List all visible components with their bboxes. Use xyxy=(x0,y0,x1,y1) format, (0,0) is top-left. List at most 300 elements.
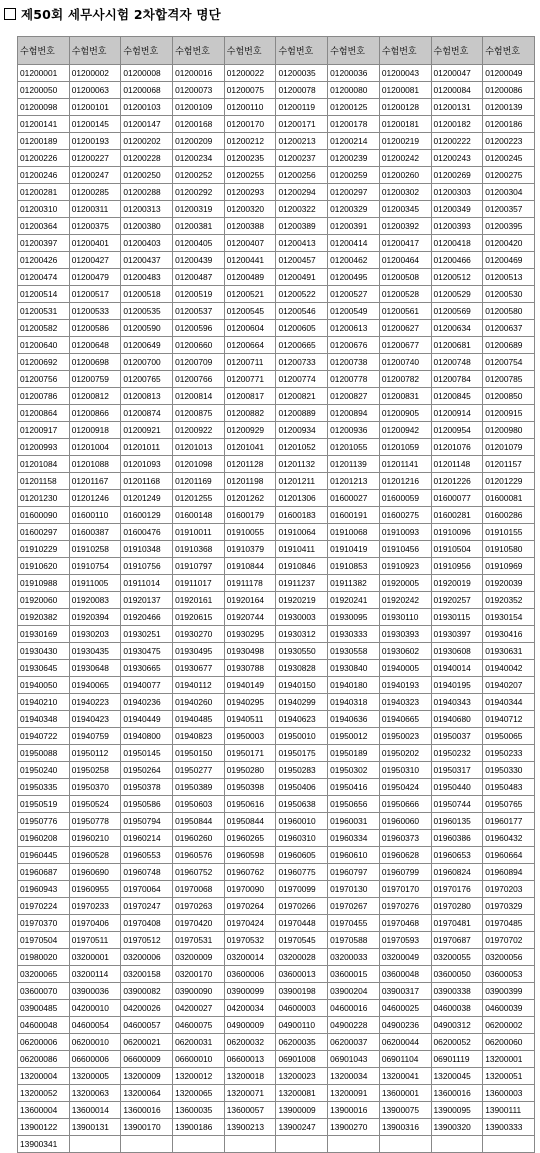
exam-number-cell: 01201229 xyxy=(483,473,535,490)
exam-number-cell: 01930203 xyxy=(69,626,121,643)
exam-number-cell: 01970593 xyxy=(379,932,431,949)
exam-number-cell: 01930608 xyxy=(431,643,483,660)
exam-number-cell: 13900095 xyxy=(431,1102,483,1119)
exam-number-cell: 01200464 xyxy=(379,252,431,269)
exam-number-cell: 01200759 xyxy=(69,371,121,388)
exam-number-cell: 01950310 xyxy=(379,762,431,779)
exam-number-cell: 01200181 xyxy=(379,116,431,133)
exam-number-cell: 01200778 xyxy=(328,371,380,388)
exam-number-cell: 13200005 xyxy=(69,1068,121,1085)
exam-number-cell: 01200420 xyxy=(483,235,535,252)
exam-number-cell: 01200437 xyxy=(121,252,173,269)
exam-number-cell: 01920039 xyxy=(483,575,535,592)
exam-number-cell: 01200246 xyxy=(18,167,70,184)
exam-number-cell: 01920083 xyxy=(69,592,121,609)
exam-number-cell: 01200517 xyxy=(69,286,121,303)
exam-number-cell: 01200766 xyxy=(173,371,225,388)
exam-number-cell: 01950232 xyxy=(431,745,483,762)
exam-number-cell: 01910956 xyxy=(431,558,483,575)
exam-number-cell: 01970090 xyxy=(224,881,276,898)
exam-number-cell: 01940236 xyxy=(121,694,173,711)
exam-number-cell: 01910756 xyxy=(121,558,173,575)
exam-number-cell: 01200252 xyxy=(173,167,225,184)
exam-number-cell: 01970276 xyxy=(379,898,431,915)
exam-number-cell: 01970099 xyxy=(276,881,328,898)
page-title-text: 제50회 세무사시험 2차합격자 명단 xyxy=(21,7,221,22)
exam-number-cell: 01940195 xyxy=(431,677,483,694)
exam-number-cell: 01200569 xyxy=(431,303,483,320)
table-row xyxy=(18,65,535,82)
exam-number-cell: 01940050 xyxy=(18,677,70,694)
exam-number-cell: 01200754 xyxy=(483,354,535,371)
exam-number-cell: 01200119 xyxy=(276,99,328,116)
page-title xyxy=(4,4,221,26)
exam-number-cell: 03600015 xyxy=(328,966,380,983)
exam-number-cell: 01200522 xyxy=(276,286,328,303)
table-row xyxy=(18,133,535,150)
exam-number-cell: 01200590 xyxy=(121,320,173,337)
exam-number-cell: 01910368 xyxy=(173,541,225,558)
exam-number-cell: 01910846 xyxy=(276,558,328,575)
exam-number-cell: 01200483 xyxy=(121,269,173,286)
exam-number-cell: 13200023 xyxy=(276,1068,328,1085)
exam-number-cell: 01200405 xyxy=(173,235,225,252)
table-row xyxy=(18,915,535,932)
exam-number-cell: 01200417 xyxy=(379,235,431,252)
exam-number-cell: 01940712 xyxy=(483,711,535,728)
exam-number-cell: 01960373 xyxy=(379,830,431,847)
exam-number-cell: 01200237 xyxy=(276,150,328,167)
table-row xyxy=(18,303,535,320)
exam-number-cell: 01910068 xyxy=(328,524,380,541)
table-header xyxy=(18,37,535,65)
exam-number-cell: 01911178 xyxy=(224,575,276,592)
exam-number-cell: 01200864 xyxy=(18,405,70,422)
exam-number-cell: 01950330 xyxy=(483,762,535,779)
exam-number-cell: 06200086 xyxy=(18,1051,70,1068)
exam-number-cell: 03900198 xyxy=(276,983,328,1000)
exam-number-cell: 01600286 xyxy=(483,507,535,524)
exam-number-cell: 01201246 xyxy=(69,490,121,507)
exam-number-cell: 01200349 xyxy=(431,201,483,218)
exam-number-cell: 01930840 xyxy=(328,660,380,677)
exam-number-cell: 01200269 xyxy=(431,167,483,184)
exam-number-cell: 01200479 xyxy=(69,269,121,286)
column-header: 수험번호 xyxy=(328,37,380,65)
exam-number-cell: 01200914 xyxy=(431,405,483,422)
table-row xyxy=(18,524,535,541)
exam-number-cell: 01600081 xyxy=(483,490,535,507)
exam-number-cell: 01200320 xyxy=(224,201,276,218)
column-header: 수험번호 xyxy=(69,37,121,65)
exam-number-cell: 01200546 xyxy=(276,303,328,320)
exam-number-cell: 01200170 xyxy=(224,116,276,133)
exam-number-cell: 01940005 xyxy=(379,660,431,677)
exam-number-cell: 01960265 xyxy=(224,830,276,847)
exam-number-cell: 03200049 xyxy=(379,949,431,966)
exam-number-cell: 04600075 xyxy=(173,1017,225,1034)
exam-number-cell: 01600027 xyxy=(328,490,380,507)
exam-number-cell: 01910096 xyxy=(431,524,483,541)
exam-number-cell: 01950175 xyxy=(276,745,328,762)
exam-number-cell: 01920219 xyxy=(276,592,328,609)
exam-number-cell: 01200413 xyxy=(276,235,328,252)
exam-number-cell: 01600090 xyxy=(18,507,70,524)
exam-number-cell: 01950088 xyxy=(18,745,70,762)
exam-number-cell: 01200537 xyxy=(173,303,225,320)
exam-number-cell: 01950171 xyxy=(224,745,276,762)
table-row xyxy=(18,99,535,116)
exam-number-cell: 01940759 xyxy=(69,728,121,745)
exam-number-cell: 01970420 xyxy=(173,915,225,932)
exam-number-cell: 01200874 xyxy=(121,405,173,422)
table-row xyxy=(18,881,535,898)
exam-number-cell: 01200785 xyxy=(483,371,535,388)
exam-number-cell: 03900338 xyxy=(431,983,483,1000)
exam-number-cell: 01200533 xyxy=(69,303,121,320)
exam-number-cell: 03200009 xyxy=(173,949,225,966)
exam-number-cell: 01920164 xyxy=(224,592,276,609)
exam-number-cell: 01940065 xyxy=(69,677,121,694)
exam-number-cell: 01200439 xyxy=(173,252,225,269)
exam-number-cell: 06901043 xyxy=(328,1051,380,1068)
exam-number-cell: 01200139 xyxy=(483,99,535,116)
exam-number-cell: 03900485 xyxy=(18,1000,70,1017)
exam-number-cell: 01200692 xyxy=(18,354,70,371)
exam-number-cell: 01200311 xyxy=(69,201,121,218)
exam-number-cell: 01940423 xyxy=(69,711,121,728)
exam-number-cell: 03900082 xyxy=(121,983,173,1000)
exam-number-cell: 01200648 xyxy=(69,337,121,354)
table-row xyxy=(18,354,535,371)
exam-number-cell: 01201093 xyxy=(121,456,173,473)
exam-number-cell: 01950616 xyxy=(224,796,276,813)
exam-number-cell: 01200145 xyxy=(69,116,121,133)
exam-number-cell: 06200037 xyxy=(328,1034,380,1051)
exam-number-cell: 13200091 xyxy=(328,1085,380,1102)
exam-number-cell: 01200243 xyxy=(431,150,483,167)
exam-number-cell: 01930295 xyxy=(224,626,276,643)
exam-number-cell: 01200414 xyxy=(328,235,380,252)
exam-number-cell: 01200814 xyxy=(173,388,225,405)
exam-number-cell: 04600025 xyxy=(379,1000,431,1017)
exam-number-cell: 01950317 xyxy=(431,762,483,779)
exam-number-cell: 01200131 xyxy=(431,99,483,116)
exam-number-cell: 01970468 xyxy=(379,915,431,932)
exam-number-cell: 01201157 xyxy=(483,456,535,473)
exam-number-cell: 01200418 xyxy=(431,235,483,252)
exam-number-cell: 01930788 xyxy=(224,660,276,677)
exam-number-cell: 01200380 xyxy=(121,218,173,235)
exam-number-cell: 04600016 xyxy=(328,1000,380,1017)
exam-number-cell: 01200228 xyxy=(121,150,173,167)
exam-number-cell: 01200545 xyxy=(224,303,276,320)
exam-number-cell: 01930495 xyxy=(173,643,225,660)
exam-number-cell: 13200052 xyxy=(18,1085,70,1102)
exam-number-cell: 01600110 xyxy=(69,507,121,524)
table-row xyxy=(18,388,535,405)
exam-number-cell: 01201132 xyxy=(276,456,328,473)
exam-number-cell: 01960799 xyxy=(379,864,431,881)
exam-number-cell: 01930645 xyxy=(18,660,70,677)
exam-number-cell: 01200186 xyxy=(483,116,535,133)
exam-number-cell: 01200738 xyxy=(328,354,380,371)
exam-number-cell: 01200529 xyxy=(431,286,483,303)
table-row xyxy=(18,983,535,1000)
exam-number-cell: 01201262 xyxy=(224,490,276,507)
exam-number-cell: 01970408 xyxy=(121,915,173,932)
exam-number-cell: 01930550 xyxy=(276,643,328,660)
exam-number-cell: 01200733 xyxy=(276,354,328,371)
exam-number-cell: 01940323 xyxy=(379,694,431,711)
exam-number-cell: 01600191 xyxy=(328,507,380,524)
exam-number-cell: 01200889 xyxy=(276,405,328,422)
exam-number-cell: 01600077 xyxy=(431,490,483,507)
exam-number-cell: 01200141 xyxy=(18,116,70,133)
exam-number-cell: 04900110 xyxy=(276,1017,328,1034)
exam-number-cell: 01200530 xyxy=(483,286,535,303)
exam-number-cell: 13200064 xyxy=(121,1085,173,1102)
table-row xyxy=(18,932,535,949)
exam-number-cell: 01200242 xyxy=(379,150,431,167)
exam-number-cell: 13600004 xyxy=(18,1102,70,1119)
exam-number-cell: 01200698 xyxy=(69,354,121,371)
exam-number-cell: 01960210 xyxy=(69,830,121,847)
table-row xyxy=(18,966,535,983)
exam-number-cell: 01200202 xyxy=(121,133,173,150)
exam-number-cell: 01201249 xyxy=(121,490,173,507)
exam-number-cell: 06600010 xyxy=(173,1051,225,1068)
exam-number-cell: 01960386 xyxy=(431,830,483,847)
exam-number-cell: 01930393 xyxy=(379,626,431,643)
exam-number-cell: 01910969 xyxy=(483,558,535,575)
exam-number-cell: 01200495 xyxy=(328,269,380,286)
exam-number-cell: 01940295 xyxy=(224,694,276,711)
exam-number-cell: 01200036 xyxy=(328,65,380,82)
table-row xyxy=(18,371,535,388)
exam-number-cell: 01200711 xyxy=(224,354,276,371)
exam-number-cell: 01200905 xyxy=(379,405,431,422)
exam-number-cell: 03200001 xyxy=(69,949,121,966)
exam-number-cell: 01200401 xyxy=(69,235,121,252)
exam-number-cell: 01200613 xyxy=(328,320,380,337)
table-row xyxy=(18,694,535,711)
exam-number-cell: 13900009 xyxy=(276,1102,328,1119)
exam-number-cell: 01200513 xyxy=(483,269,535,286)
exam-number-cell: 13600014 xyxy=(69,1102,121,1119)
exam-number-cell: 01930333 xyxy=(328,626,380,643)
table-row xyxy=(18,592,535,609)
exam-number-cell: 01970481 xyxy=(431,915,483,932)
exam-number-cell: 03600050 xyxy=(431,966,483,983)
exam-number-cell: 01201128 xyxy=(224,456,276,473)
exam-number-cell: 13200018 xyxy=(224,1068,276,1085)
exam-number-cell: 01960752 xyxy=(173,864,225,881)
exam-number-cell: 04600054 xyxy=(69,1017,121,1034)
exam-number-cell: 01940485 xyxy=(173,711,225,728)
exam-number-cell: 01970280 xyxy=(431,898,483,915)
exam-number-cell: 03600006 xyxy=(224,966,276,983)
exam-number-cell: 01930251 xyxy=(121,626,173,643)
exam-number-cell: 01950666 xyxy=(379,796,431,813)
exam-number-cell: 01200786 xyxy=(18,388,70,405)
exam-number-cell: 06600013 xyxy=(224,1051,276,1068)
exam-number-cell: 01930095 xyxy=(328,609,380,626)
column-header: 수험번호 xyxy=(379,37,431,65)
exam-number-cell xyxy=(276,1136,328,1153)
exam-number-cell: 01970264 xyxy=(224,898,276,915)
exam-number-cell: 01200894 xyxy=(328,405,380,422)
exam-number-cell: 01910797 xyxy=(173,558,225,575)
exam-number-cell: 01201226 xyxy=(431,473,483,490)
exam-number-cell: 01950524 xyxy=(69,796,121,813)
exam-number-cell: 13900075 xyxy=(379,1102,431,1119)
exam-number-cell: 01200389 xyxy=(276,218,328,235)
exam-number-cell: 01200474 xyxy=(18,269,70,286)
exam-number-cell: 01200664 xyxy=(224,337,276,354)
table-row xyxy=(18,864,535,881)
exam-number-cell: 01911382 xyxy=(328,575,380,592)
exam-number-cell: 01960762 xyxy=(224,864,276,881)
column-header: 수험번호 xyxy=(483,37,535,65)
exam-number-cell: 01950389 xyxy=(173,779,225,796)
exam-number-cell: 01970170 xyxy=(379,881,431,898)
table-row xyxy=(18,1017,535,1034)
table-row xyxy=(18,405,535,422)
column-header: 수험번호 xyxy=(431,37,483,65)
exam-number-cell: 13600035 xyxy=(173,1102,225,1119)
exam-number-cell: 01200086 xyxy=(483,82,535,99)
exam-number-cell: 01200063 xyxy=(69,82,121,99)
exam-number-cell: 13600003 xyxy=(483,1085,535,1102)
exam-number-cell: 01970702 xyxy=(483,932,535,949)
exam-number-cell: 13200065 xyxy=(173,1085,225,1102)
table-row xyxy=(18,286,535,303)
exam-number-cell: 01940636 xyxy=(328,711,380,728)
exam-number-cell: 01200489 xyxy=(224,269,276,286)
exam-number-cell: 01940318 xyxy=(328,694,380,711)
exam-number-cell: 01200527 xyxy=(328,286,380,303)
exam-number-cell: 01200922 xyxy=(173,422,225,439)
exam-number-cell: 01950483 xyxy=(483,779,535,796)
exam-number-cell: 01200407 xyxy=(224,235,276,252)
exam-number-cell: 13200051 xyxy=(483,1068,535,1085)
exam-number-cell: 01960031 xyxy=(328,813,380,830)
table-row xyxy=(18,847,535,864)
exam-number-cell: 01200469 xyxy=(483,252,535,269)
exam-number-cell: 13600057 xyxy=(224,1102,276,1119)
exam-number-cell: 03900099 xyxy=(224,983,276,1000)
table-row xyxy=(18,337,535,354)
exam-number-cell: 01200288 xyxy=(121,184,173,201)
exam-number-cell: 01200508 xyxy=(379,269,431,286)
exam-number-cell: 01911014 xyxy=(121,575,173,592)
exam-number-cell: 01960653 xyxy=(431,847,483,864)
exam-number-cell: 01970406 xyxy=(69,915,121,932)
exam-number-cell: 01200245 xyxy=(483,150,535,167)
exam-number-cell: 01201076 xyxy=(431,439,483,456)
exam-number-cell: 01200319 xyxy=(173,201,225,218)
exam-number-cell: 01201088 xyxy=(69,456,121,473)
exam-number-cell: 01930270 xyxy=(173,626,225,643)
exam-number-cell: 01970424 xyxy=(224,915,276,932)
exam-number-cell: 01200466 xyxy=(431,252,483,269)
exam-number-cell: 01200234 xyxy=(173,150,225,167)
exam-number-cell: 01950202 xyxy=(379,745,431,762)
exam-number-cell: 01920060 xyxy=(18,592,70,609)
exam-number-cell: 01200709 xyxy=(173,354,225,371)
exam-number-cell: 01200487 xyxy=(173,269,225,286)
exam-number-cell: 01970512 xyxy=(121,932,173,949)
exam-number-cell: 01970329 xyxy=(483,898,535,915)
exam-number-cell: 01940511 xyxy=(224,711,276,728)
table-row xyxy=(18,201,535,218)
exam-number-cell: 13200001 xyxy=(483,1051,535,1068)
exam-number-cell: 04200034 xyxy=(224,1000,276,1017)
table-row xyxy=(18,558,535,575)
exam-number-cell: 06901008 xyxy=(276,1051,328,1068)
exam-number-cell: 01950335 xyxy=(18,779,70,796)
exam-number-cell: 01200303 xyxy=(431,184,483,201)
exam-number-cell: 01970687 xyxy=(431,932,483,949)
table-row xyxy=(18,728,535,745)
exam-number-cell: 01200239 xyxy=(328,150,380,167)
exam-number-cell: 01200813 xyxy=(121,388,173,405)
exam-number-cell xyxy=(173,1136,225,1153)
exam-number-cell: 03600013 xyxy=(276,966,328,983)
exam-number-cell xyxy=(224,1136,276,1153)
exam-number-cell xyxy=(483,1136,535,1153)
exam-number-cell: 01200993 xyxy=(18,439,70,456)
exam-number-cell: 01200634 xyxy=(431,320,483,337)
exam-number-cell: 01201255 xyxy=(173,490,225,507)
exam-number-cell: 03600070 xyxy=(18,983,70,1000)
exam-number-cell: 01930665 xyxy=(121,660,173,677)
exam-number-cell: 04900009 xyxy=(224,1017,276,1034)
exam-number-cell: 01200049 xyxy=(483,65,535,82)
exam-number-cell: 01200700 xyxy=(121,354,173,371)
exam-number-cell: 01200604 xyxy=(224,320,276,337)
exam-number-cell: 01910419 xyxy=(328,541,380,558)
exam-number-cell: 01910853 xyxy=(328,558,380,575)
exam-number-cell: 01200676 xyxy=(328,337,380,354)
exam-number-cell: 01940149 xyxy=(224,677,276,694)
table-row xyxy=(18,235,535,252)
exam-number-cell: 01970176 xyxy=(431,881,483,898)
exam-number-cell: 01201084 xyxy=(18,456,70,473)
exam-number-cell: 01200866 xyxy=(69,405,121,422)
exam-number-cell: 01920394 xyxy=(69,609,121,626)
exam-number-cell: 06200006 xyxy=(18,1034,70,1051)
exam-number-cell: 01200075 xyxy=(224,82,276,99)
exam-number-cell: 01960445 xyxy=(18,847,70,864)
exam-number-cell: 01950794 xyxy=(121,813,173,830)
column-header: 수험번호 xyxy=(224,37,276,65)
exam-number-cell: 01930648 xyxy=(69,660,121,677)
exam-number-cell: 01930828 xyxy=(276,660,328,677)
exam-number-cell: 01200002 xyxy=(69,65,121,82)
exam-number-cell: 01960690 xyxy=(69,864,121,881)
exam-number-cell: 13900270 xyxy=(328,1119,380,1136)
exam-number-cell: 01910055 xyxy=(224,524,276,541)
column-header: 수험번호 xyxy=(173,37,225,65)
exam-number-cell: 01201059 xyxy=(379,439,431,456)
exam-number-cell: 06200002 xyxy=(483,1017,535,1034)
exam-number-cell: 01600297 xyxy=(18,524,70,541)
column-header: 수험번호 xyxy=(276,37,328,65)
exam-number-cell: 13200071 xyxy=(224,1085,276,1102)
exam-number-cell: 01970267 xyxy=(328,898,380,915)
